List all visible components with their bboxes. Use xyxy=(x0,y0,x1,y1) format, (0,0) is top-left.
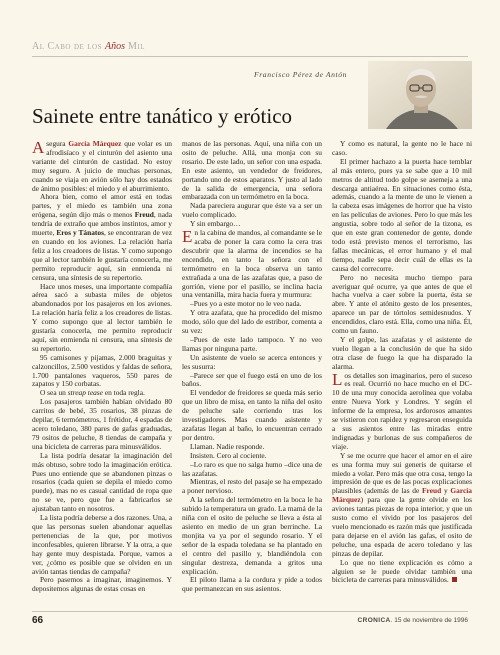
emphasized-text: Freud xyxy=(422,486,442,496)
author-portrait-image xyxy=(368,61,472,129)
paragraph-text: Lo que no tiene explicación es cómo a alguien se le puede olvidar también una bicicleta de carreras para minusválidos. xyxy=(332,557,472,585)
paragraph-text: El primer hachazo a la puerta hace temblar al más entero, pues ya se sabe que a 10 mil metros de altitud todo golpe se asemeja a una descarga antiaérea. En situaciones como ésta, además, cuando a la mente de uno le vienen a la cabeza esas imágenes de horror que ha visto en las películas de aviones. Pero lo que más les angustia, sobre todo al señor de la tizona, es que en este gran contenedor de gente, donde todo está previsto menos el terrorismo, las fallas mecánicas, el error humano y el mal tiempo, nadie sepa decir cuál de ellas es la causa del correcorre. xyxy=(332,156,472,273)
article-paragraph xyxy=(332,158,472,274)
author-byline: Francisco Pérez de Antón xyxy=(254,70,348,79)
paragraph-text: Un asistente de vuelo se acerca entonces y les susurra: xyxy=(182,352,322,371)
paragraph-text: El vendedor de freidores se queda más serio que un libro de misa, en tanto la niña del osito de peluche sale corriendo tras los investigadores. Mas cuando asistente y azafatas llegan al baño, lo encuentran cerrado por dentro. xyxy=(182,388,322,442)
paragraph-text: Y otra azafata, que ha procedido del mismo modo, sólo que del lado de estribor, comenta a su vez: xyxy=(182,308,322,336)
paragraph-text: –Parece ser que el fuego está en uno de los baños. xyxy=(182,370,322,389)
section-title xyxy=(32,41,145,52)
page-number: 66 xyxy=(32,615,44,626)
paragraph-text: –Pues yo a este motor no le veo nada. xyxy=(190,299,302,309)
article-paragraph xyxy=(32,354,172,390)
paragraph-text: Nada pareciera augurar que éste va a ser un vuelo complicado. xyxy=(182,201,322,220)
paragraph-text: , se encontraran de vez en cuando en los aviones. La relación haría feliz a los creadores de listas. Y como supongo que al lector también le gustaría conocerla, me permito reproducir aquí, sin enmienda ni censura, una síntesis de su repertorio. xyxy=(32,228,172,282)
paragraph-text: Insisten. Cero al cociente. xyxy=(190,450,267,460)
emphasized-text: Freud xyxy=(134,210,154,220)
article-paragraph xyxy=(332,336,472,372)
paragraph-text: Mientras, el resto del pasaje se ha empezado a poner nervioso. xyxy=(182,477,322,496)
author-photo xyxy=(368,61,472,129)
article-paragraph xyxy=(332,140,472,158)
paragraph-text: n la cabina de mandos, al comandante se le acaba de poner la cara como la cera tras descubrir que la alarma de incendios se ha encendido, en tanto la señora con el termómetro en la boca observa un tanto extrañada a una de las azafatas que, a paso de gorrión, viene por el pasillo, se inclina hacia una ventanilla, mira hacia fuera y murmura: xyxy=(182,228,322,300)
article-paragraph xyxy=(32,514,172,576)
section-title-part2: Cabo de los xyxy=(47,41,106,52)
article-paragraph xyxy=(332,452,472,559)
article-paragraph xyxy=(182,372,322,390)
paragraph-text: y xyxy=(441,486,451,496)
article-headline: Sainete entre tanático y erótico xyxy=(32,104,293,128)
emphasized-text: Eros y Tánatos xyxy=(56,228,104,238)
article-column-1 xyxy=(32,140,172,610)
paragraph-text: Y se me ocurre que hacer el amor en el aire es una forma muy sui generis de quitarse el miedo a volar. Pero más que otra cosa, tengo la impresión de que es de las pocas explicaciones plausibles (además de las de xyxy=(332,450,472,496)
article-paragraph xyxy=(32,193,172,282)
paragraph-text: Ahora bien, como el amor está en todas partes, y el miedo es también una zona erógena, según dijo más o menos xyxy=(32,192,172,220)
paragraph-text: Y como es natural, la gente no le hace ni caso. xyxy=(332,140,472,157)
article-paragraph xyxy=(32,398,172,451)
article-paragraph xyxy=(182,229,322,300)
section-divider xyxy=(32,56,468,57)
publication-name: CRONICA xyxy=(357,617,391,624)
article-body xyxy=(32,140,472,610)
emphasized-text: García Márquez xyxy=(332,486,472,505)
section-title-part3: Mil xyxy=(125,41,146,52)
paragraph-text: segura xyxy=(46,140,69,148)
article-column-3 xyxy=(332,140,472,610)
article-paragraph xyxy=(182,336,322,354)
paragraph-text: Pero pasemos a imaginar, imaginemos. Y depositemos algunas de estas cosas en xyxy=(32,575,172,594)
paragraph-text: que volar es un afrodisíaco y el cinturón del asiento una variante del cinturón de castidad. No estoy muy seguro. A juicio de muchas personas, cuando se viaja en avión sólo hay dos estados de ánimo posibles: el miedo y el aburrimiento. xyxy=(32,140,172,193)
article-paragraph xyxy=(182,478,322,496)
article-paragraph xyxy=(182,202,322,220)
article-end-mark xyxy=(452,577,457,582)
section-title-emph: Años xyxy=(105,41,126,52)
paragraph-text: ) para que la gente olvide en los aviones tantas piezas de ropa interior, y que un susto como el vivido por los pasajeros del vuelo mencionado es razón más que justificada para dejarse en el avión las gafas, el osito de peluche, una espada de acero toledano y las pinzas de depilar. xyxy=(332,495,472,558)
paragraph-text: 95 camisones y pijamas, 2.000 braguitas y calzoncillos, 2.500 vestidos y faldas de señora, 1.700 pantalones vaqueros, 550 pares de zapatos y 150 corbatas. xyxy=(32,352,172,389)
article-paragraph xyxy=(332,274,472,336)
drop-cap-letter: E xyxy=(182,227,193,247)
paragraph-text: El piloto llama a la cordura y pide a todos que permanezcan en sus asientos. xyxy=(182,575,322,594)
paragraph-text: O sea un xyxy=(40,388,68,398)
paragraph-text: Y sin embargo… xyxy=(190,219,241,229)
article-paragraph xyxy=(182,461,322,479)
article-paragraph xyxy=(32,140,172,193)
paragraph-text: Pero no necesita mucho tiempo para averiguar qué ocurre, ya que antes de que el hacha vuelva a caer sobre la puerta, ésta se abre. Y ante el atónito gesto de los presentes, aparece un par de tórtolos semidesnudos. Y encendidos, claro está. Ella, como una niña. Él, como un fauno. xyxy=(332,272,472,336)
article-paragraph xyxy=(182,496,322,576)
paragraph-text: Llaman. Nadie responde. xyxy=(190,441,265,451)
article-paragraph xyxy=(182,389,322,442)
paragraph-text: en toda regla. xyxy=(102,388,145,398)
paragraph-text: Hace unos meses, una importante compañía aérea sacó a subasta miles de objetos abandonados por los pasajeros en los aviones. La relación haría feliz a los creadores de listas. Y como supongo que al lector también le gustaría conocerla, me permito reproducir aquí, sin enmienda ni censura, una síntesis de su repertorio. xyxy=(32,281,172,353)
paragraph-text: La lista podría deberse a dos razones. Una, a que las personas suelen abandonar aquellas pertenencias de la que, por motivos inconfesables, quieren librarse. Y la otra, a que hay gente muy despistada. Porque, vamos a ver, ¿cómo es posible que se olviden en un avión tantas tiendas de campaña? xyxy=(32,513,172,576)
emphasized-text: streap tease xyxy=(67,388,103,398)
article-paragraph xyxy=(332,369,472,452)
paragraph-text: –Pues de este lado tampoco. Y no veo llamas por ninguna parte. xyxy=(182,334,322,353)
article-paragraph xyxy=(182,354,322,372)
publication-info: CRONICA. 15 de noviembre de 1996 xyxy=(357,617,468,624)
drop-cap-letter: A xyxy=(32,140,45,157)
section-title-part1: Al xyxy=(32,41,48,52)
paragraph-text: manos de las personas. Aquí, una niña con un osito de peluche. Allá, una monja con su rosario. De este lado, un señor con una espada. En este asiento, un vendedor de freidores, portando uno de estos aparatos. Y justo al lado de la salida de emergencia, una señora embarazada con un termómetro en la boca. xyxy=(182,140,322,202)
emphasized-text: García Márquez xyxy=(68,140,122,148)
article-paragraph xyxy=(32,283,172,354)
paragraph-text: os detalles son imaginarios, pero el suceso es real. Ocurrió no hace mucho en el DC-10 de una muy conocida aerolínea que volaba entre Nueva York y Londres. Y según el informe de la empresa, los ardorosos amantes se vistieron con rapidez y regresaron enseguida a sus asientos entre las miradas entre indignadas y burlonas de sus compañeros de viaje. xyxy=(332,370,472,451)
article-paragraph xyxy=(182,576,322,594)
publication-date: 15 de noviembre de 1996 xyxy=(394,617,468,624)
article-paragraph xyxy=(32,576,172,594)
paragraph-text: A la señora del termómetro en la boca le ha subido la temperatura un grado. La mamá de la niña con el osito de peluche se lleva a ésta al asiento en medio de un gran berrinche. La monjita va ya por el segundo rosario. Y el señor de la espada toledana se ha plantado en el centro del pasillo y, blandiéndola con singular destreza, demanda a gritos una explicación. xyxy=(182,495,322,576)
paragraph-text: Los pasajeros también habían olvidado 80 carritos de bebé, 35 rosarios, 38 pinzas de depilar, 6 termómetros, 1 frétidor, 4 espadas de acero toledano, 380 pares de gafas graduadas, 79 ositos de peluche, 8 tiendas de campaña y una bicicleta de carreras para minusválidos. xyxy=(32,397,172,451)
paragraph-text: Y el golpe, las azafatas y el asistente de vuelo llegan a la conclusión de que ha sido otra clase de fuego la que ha disparado la alarma. xyxy=(332,334,472,371)
article-column-2 xyxy=(182,140,322,610)
paragraph-text: La lista podría desatar la imaginación del más obtuso, sobre todo la imaginación erótica. Pues uno entiende que se abandonen pinzas o rosarios (cada quien se depila el miedo como puede), mas no es casual cantidad de ropa que no se ve, pero que fue a fabricarlos se ajustaban tanto en nosotros. xyxy=(32,450,172,514)
article-paragraph xyxy=(332,559,472,586)
footer-divider xyxy=(32,611,468,612)
article-paragraph xyxy=(182,309,322,336)
paragraph-text: –Lo raro es que no salga humo –dice una de las azafatas. xyxy=(182,459,322,478)
article-paragraph xyxy=(32,452,172,514)
drop-cap-letter: L xyxy=(332,369,343,389)
paragraph-text: , nada tendría de extraño que ambos instintos, amor y muerte, xyxy=(32,210,172,238)
article-paragraph xyxy=(182,140,322,202)
